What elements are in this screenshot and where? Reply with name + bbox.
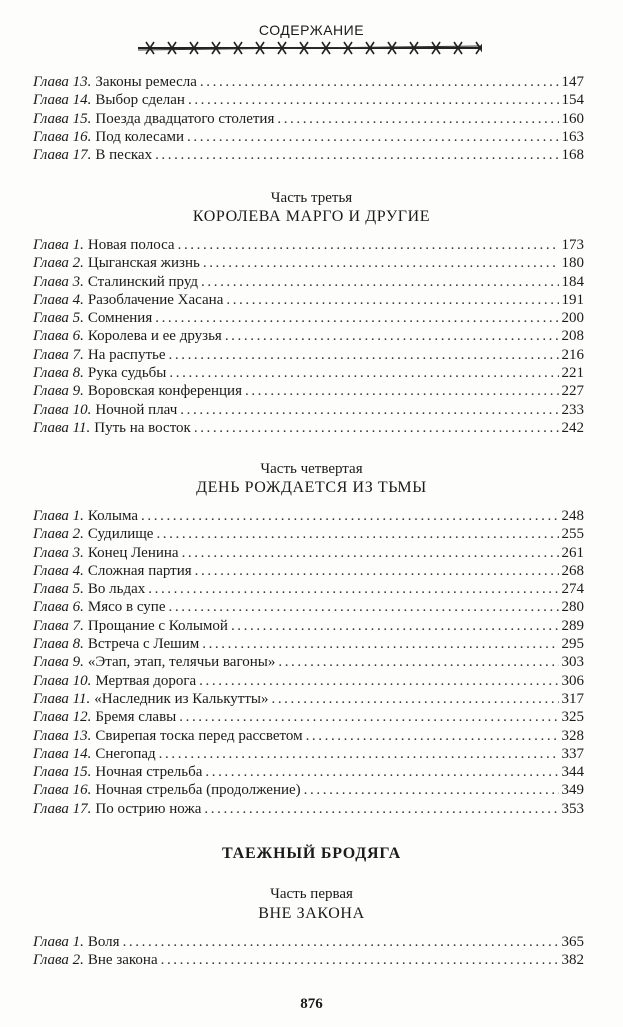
- part-label: Часть третья: [270, 190, 353, 206]
- chapter-page: 325: [561, 709, 584, 726]
- chapter-page: 227: [561, 383, 584, 400]
- chapter-word: Глава: [33, 273, 69, 290]
- dot-leader: [203, 254, 559, 272]
- toc-entry: [33, 364, 584, 382]
- chapter-page: 233: [561, 401, 584, 418]
- chapter-number: [33, 617, 84, 635]
- dot-leader: [182, 544, 559, 562]
- toc-list-book2-part1: [33, 933, 584, 970]
- dot-leader: [169, 364, 558, 382]
- chapter-word: Глава: [33, 383, 69, 400]
- toc-entry: [33, 635, 584, 653]
- toc-entry: [33, 382, 584, 400]
- dot-leader: [226, 291, 558, 309]
- chapter-number: [33, 254, 84, 272]
- chapter-word: Глава: [33, 672, 69, 689]
- page-number: 876: [300, 996, 323, 1012]
- toc-entry: [33, 309, 584, 327]
- chapter-title: Мясо в супе: [87, 599, 166, 616]
- chapter-number: [33, 562, 84, 580]
- chapter-page: 255: [561, 526, 584, 543]
- chapter-word: Глава: [33, 690, 69, 707]
- chapter-page: 180: [561, 255, 584, 272]
- toc-entry: [33, 580, 584, 598]
- chapter-title: Под колесами: [95, 128, 185, 145]
- chapter-title: Мертвая дорога: [95, 672, 197, 689]
- chapter-title: Ночной плач: [95, 401, 178, 418]
- chapter-page: 344: [561, 764, 584, 781]
- dot-leader: [179, 708, 558, 726]
- chapter-number: [33, 544, 84, 562]
- chapter-num: 10.: [72, 401, 92, 418]
- chapter-page: 303: [561, 654, 584, 671]
- chapter-num: 13.: [72, 727, 92, 744]
- toc-entry: [33, 653, 584, 671]
- chapter-title: На распутье: [87, 346, 166, 363]
- chapter-num: 11.: [72, 690, 91, 707]
- chapter-num: 5.: [72, 581, 84, 598]
- chapter-title: Вне закона: [87, 952, 158, 969]
- barbed-wire-divider-icon: [138, 38, 482, 58]
- chapter-num: 10.: [72, 672, 92, 689]
- chapter-page: 221: [561, 365, 584, 382]
- chapter-word: Глава: [33, 401, 69, 418]
- toc-entry: [33, 617, 584, 635]
- chapter-num: 14.: [72, 745, 92, 762]
- chapter-num: 15.: [72, 764, 92, 781]
- book-title: ТАЕЖНЫЙ БРОДЯГА: [222, 845, 401, 862]
- chapter-num: 4.: [72, 562, 84, 579]
- chapter-page: 289: [561, 617, 584, 634]
- chapter-word: Глава: [33, 800, 69, 817]
- chapter-num: 1.: [72, 934, 84, 950]
- part-title: ВНЕ ЗАКОНА: [258, 905, 365, 922]
- chapter-title: Колыма: [87, 508, 139, 524]
- chapter-page: 191: [561, 291, 584, 308]
- chapter-num: 4.: [72, 291, 84, 308]
- chapter-title: Бремя славы: [95, 709, 177, 726]
- toc-entry: [33, 291, 584, 309]
- chapter-number: [33, 327, 84, 345]
- dot-leader: [271, 690, 558, 708]
- toc-entry: [33, 507, 584, 525]
- chapter-page: 200: [561, 310, 584, 327]
- chapter-num: 6.: [72, 328, 84, 345]
- chapter-num: 5.: [72, 310, 84, 327]
- chapter-page: 168: [561, 147, 584, 164]
- chapter-num: 3.: [72, 273, 84, 290]
- chapter-num: 2.: [72, 952, 84, 969]
- chapter-number: [33, 91, 91, 109]
- toc-entry: [33, 727, 584, 745]
- chapter-num: 8.: [72, 636, 84, 653]
- dot-leader: [194, 419, 559, 437]
- chapter-page: 268: [561, 562, 584, 579]
- chapter-number: [33, 690, 90, 708]
- dot-leader: [205, 763, 558, 781]
- toc-entry: [33, 745, 584, 763]
- chapter-page: 208: [561, 328, 584, 345]
- dot-leader: [180, 401, 558, 419]
- chapter-word: Глава: [33, 581, 69, 598]
- toc-entry: [33, 562, 584, 580]
- chapter-number: [33, 745, 91, 763]
- dot-leader: [245, 382, 559, 400]
- chapter-title: Встреча с Лешим: [87, 636, 200, 653]
- chapter-word: Глава: [33, 365, 69, 382]
- chapter-word: Глава: [33, 328, 69, 345]
- chapter-word: Глава: [33, 745, 69, 762]
- chapter-num: 11.: [72, 419, 91, 436]
- chapter-word: Глава: [33, 782, 69, 799]
- chapter-title: Рука судьбы: [87, 365, 167, 382]
- dot-leader: [304, 781, 559, 799]
- chapter-number: [33, 110, 91, 128]
- part-label: Часть четвертая: [260, 461, 363, 477]
- toc-list-part3: [33, 236, 584, 437]
- chapter-number: [33, 309, 84, 327]
- chapter-page: 328: [561, 727, 584, 744]
- chapter-page: 349: [561, 782, 584, 799]
- toc-entry: [33, 800, 584, 818]
- dot-leader: [201, 273, 558, 291]
- chapter-number: [33, 580, 84, 598]
- toc-entry: [33, 781, 584, 799]
- chapter-word: Глава: [33, 255, 69, 272]
- dot-leader: [202, 635, 558, 653]
- chapter-number: [33, 401, 91, 419]
- chapter-number: [33, 146, 91, 164]
- toc-entry: [33, 763, 584, 781]
- chapter-page: 173: [561, 237, 584, 253]
- chapter-page: 216: [561, 346, 584, 363]
- dot-leader: [169, 598, 559, 616]
- chapter-number: [33, 73, 91, 91]
- toc-entry: [33, 254, 584, 272]
- dot-leader: [200, 73, 559, 91]
- dot-leader: [159, 745, 559, 763]
- chapter-num: 17.: [72, 800, 92, 817]
- chapter-word: Глава: [33, 128, 69, 145]
- chapter-word: Глава: [33, 147, 69, 164]
- chapter-num: 7.: [72, 346, 84, 363]
- chapter-num: 15.: [72, 110, 92, 127]
- chapter-number: [33, 951, 84, 969]
- dot-leader: [123, 933, 559, 951]
- chapter-word: Глава: [33, 952, 69, 969]
- part-title: ДЕНЬ РОЖДАЕТСЯ ИЗ ТЬМЫ: [196, 479, 427, 496]
- chapter-number: [33, 763, 91, 781]
- toc-entry: [33, 73, 584, 91]
- chapter-number: [33, 672, 91, 690]
- chapter-title: Конец Ленина: [87, 544, 179, 561]
- chapter-page: 160: [561, 110, 584, 127]
- toc-entry: [33, 951, 584, 969]
- chapter-num: 3.: [72, 544, 84, 561]
- chapter-title: Новая полоса: [87, 237, 175, 253]
- dot-leader: [188, 91, 559, 109]
- chapter-word: Глава: [33, 291, 69, 308]
- toc-entry: [33, 273, 584, 291]
- chapter-num: 7.: [72, 617, 84, 634]
- chapter-title: «Этап, этап, телячьи вагоны»: [87, 654, 276, 671]
- dot-leader: [178, 236, 559, 254]
- chapter-title: По острию ножа: [95, 800, 202, 817]
- chapter-title: Цыганская жизнь: [87, 255, 200, 272]
- chapter-page: 306: [561, 672, 584, 689]
- toc-entry: [33, 327, 584, 345]
- chapter-page: 163: [561, 128, 584, 145]
- toc-entry: [33, 236, 584, 254]
- chapter-title: Ночная стрельба (продолжение): [95, 782, 301, 799]
- chapter-word: Глава: [33, 310, 69, 327]
- chapter-word: Глава: [33, 709, 69, 726]
- dot-leader: [204, 800, 558, 818]
- chapter-page: 295: [561, 636, 584, 653]
- dot-leader: [148, 580, 558, 598]
- chapter-page: 365: [561, 934, 584, 950]
- dot-leader: [155, 146, 558, 164]
- chapter-num: 12.: [72, 709, 92, 726]
- chapter-page: 248: [561, 508, 584, 524]
- chapter-word: Глава: [33, 764, 69, 781]
- chapter-page: 184: [561, 273, 584, 290]
- chapter-title: Снегопад: [95, 745, 156, 762]
- chapter-number: [33, 419, 90, 437]
- chapter-num: 2.: [72, 255, 84, 272]
- chapter-title: Законы ремесла: [95, 74, 197, 90]
- chapter-num: 6.: [72, 599, 84, 616]
- chapter-word: Глава: [33, 562, 69, 579]
- chapter-num: 16.: [72, 128, 92, 145]
- chapter-title: Во льдах: [87, 581, 146, 598]
- chapter-page: 274: [561, 581, 584, 598]
- chapter-page: 154: [561, 92, 584, 109]
- chapter-number: [33, 800, 91, 818]
- dot-leader: [141, 507, 558, 525]
- chapter-number: [33, 236, 84, 254]
- chapter-word: Глава: [33, 654, 69, 671]
- chapter-page: 280: [561, 599, 584, 616]
- chapter-number: [33, 525, 84, 543]
- toc-entry: [33, 672, 584, 690]
- chapter-word: Глава: [33, 92, 69, 109]
- chapter-title: Воровская конференция: [87, 383, 242, 400]
- chapter-word: Глава: [33, 544, 69, 561]
- chapter-title: Королева и ее друзья: [87, 328, 222, 345]
- toc-entry: [33, 690, 584, 708]
- toc-entry: [33, 110, 584, 128]
- chapter-number: [33, 653, 84, 671]
- chapter-num: 14.: [72, 92, 92, 109]
- dot-leader: [161, 951, 559, 969]
- chapter-word: Глава: [33, 110, 69, 127]
- dot-leader: [187, 128, 558, 146]
- chapter-title: Поезда двадцатого столетия: [95, 110, 275, 127]
- chapter-number: [33, 364, 84, 382]
- toc-entry: [33, 128, 584, 146]
- chapter-title: «Наследник из Калькутты»: [94, 690, 269, 707]
- chapter-num: 13.: [72, 74, 92, 90]
- dot-leader: [277, 110, 558, 128]
- toc-entry: [33, 544, 584, 562]
- chapter-word: Глава: [33, 346, 69, 363]
- chapter-page: 317: [561, 690, 584, 707]
- chapter-page: 147: [561, 74, 584, 90]
- chapter-word: Глава: [33, 599, 69, 616]
- chapter-number: [33, 708, 91, 726]
- chapter-word: Глава: [33, 617, 69, 634]
- chapter-num: 9.: [72, 383, 84, 400]
- dot-leader: [155, 309, 558, 327]
- chapter-num: 1.: [72, 237, 84, 253]
- chapter-title: Прощание с Колымой: [87, 617, 228, 634]
- toc-entry: [33, 419, 584, 437]
- toc-list-part4: [33, 507, 584, 818]
- toc-entry: [33, 598, 584, 616]
- part-label: Часть первая: [270, 886, 353, 902]
- dot-leader: [199, 672, 558, 690]
- chapter-number: [33, 346, 84, 364]
- chapter-number: [33, 382, 84, 400]
- chapter-page: 261: [561, 544, 584, 561]
- chapter-word: Глава: [33, 508, 69, 524]
- chapter-num: 16.: [72, 782, 92, 799]
- chapter-number: [33, 507, 84, 525]
- chapter-number: [33, 933, 84, 951]
- chapter-num: 17.: [72, 147, 92, 164]
- chapter-num: 9.: [72, 654, 84, 671]
- chapter-page: 353: [561, 800, 584, 817]
- chapter-num: 8.: [72, 365, 84, 382]
- chapter-number: [33, 273, 84, 291]
- toc-entry: [33, 146, 584, 164]
- part-title: КОРОЛЕВА МАРГО И ДРУГИЕ: [192, 208, 431, 225]
- chapter-title: В песках: [95, 147, 153, 164]
- toc-entry: [33, 525, 584, 543]
- dot-leader: [156, 525, 558, 543]
- chapter-title: Разоблачение Хасана: [87, 291, 224, 308]
- chapter-title: Свирепая тоска перед рассветом: [95, 727, 303, 744]
- chapter-number: [33, 635, 84, 653]
- dot-leader: [195, 562, 559, 580]
- chapter-page: 337: [561, 745, 584, 762]
- chapter-num: 2.: [72, 526, 84, 543]
- chapter-title: Сталинский пруд: [87, 273, 199, 290]
- chapter-word: Глава: [33, 419, 69, 436]
- toc-entry: [33, 933, 584, 951]
- chapter-title: Ночная стрельба: [95, 764, 203, 781]
- chapter-page: 242: [561, 419, 584, 436]
- chapter-title: Воля: [87, 934, 120, 950]
- dot-leader: [231, 617, 559, 635]
- toc-entry: [33, 91, 584, 109]
- chapter-title: Судилище: [87, 526, 154, 543]
- dot-leader: [278, 653, 558, 671]
- dot-leader: [169, 346, 559, 364]
- toc-list-part2-end: [33, 73, 584, 164]
- toc-entry: [33, 708, 584, 726]
- dot-leader: [306, 727, 559, 745]
- chapter-title: Сложная партия: [87, 562, 192, 579]
- chapter-title: Выбор сделан: [95, 92, 185, 109]
- chapter-number: [33, 727, 91, 745]
- toc-entry: [33, 401, 584, 419]
- chapter-number: [33, 291, 84, 309]
- chapter-word: Глава: [33, 237, 69, 253]
- chapter-number: [33, 128, 91, 146]
- chapter-title: Путь на восток: [94, 419, 191, 436]
- chapter-word: Глава: [33, 526, 69, 543]
- chapter-word: Глава: [33, 636, 69, 653]
- page-header-title: СОДЕРЖАНИЕ: [258, 22, 365, 38]
- chapter-word: Глава: [33, 727, 69, 744]
- chapter-word: Глава: [33, 74, 69, 90]
- chapter-number: [33, 598, 84, 616]
- chapter-page: 382: [561, 952, 584, 969]
- dot-leader: [225, 327, 559, 345]
- chapter-number: [33, 781, 91, 799]
- chapter-num: 1.: [72, 508, 84, 524]
- toc-entry: [33, 346, 584, 364]
- chapter-title: Сомнения: [87, 310, 153, 327]
- chapter-word: Глава: [33, 934, 69, 950]
